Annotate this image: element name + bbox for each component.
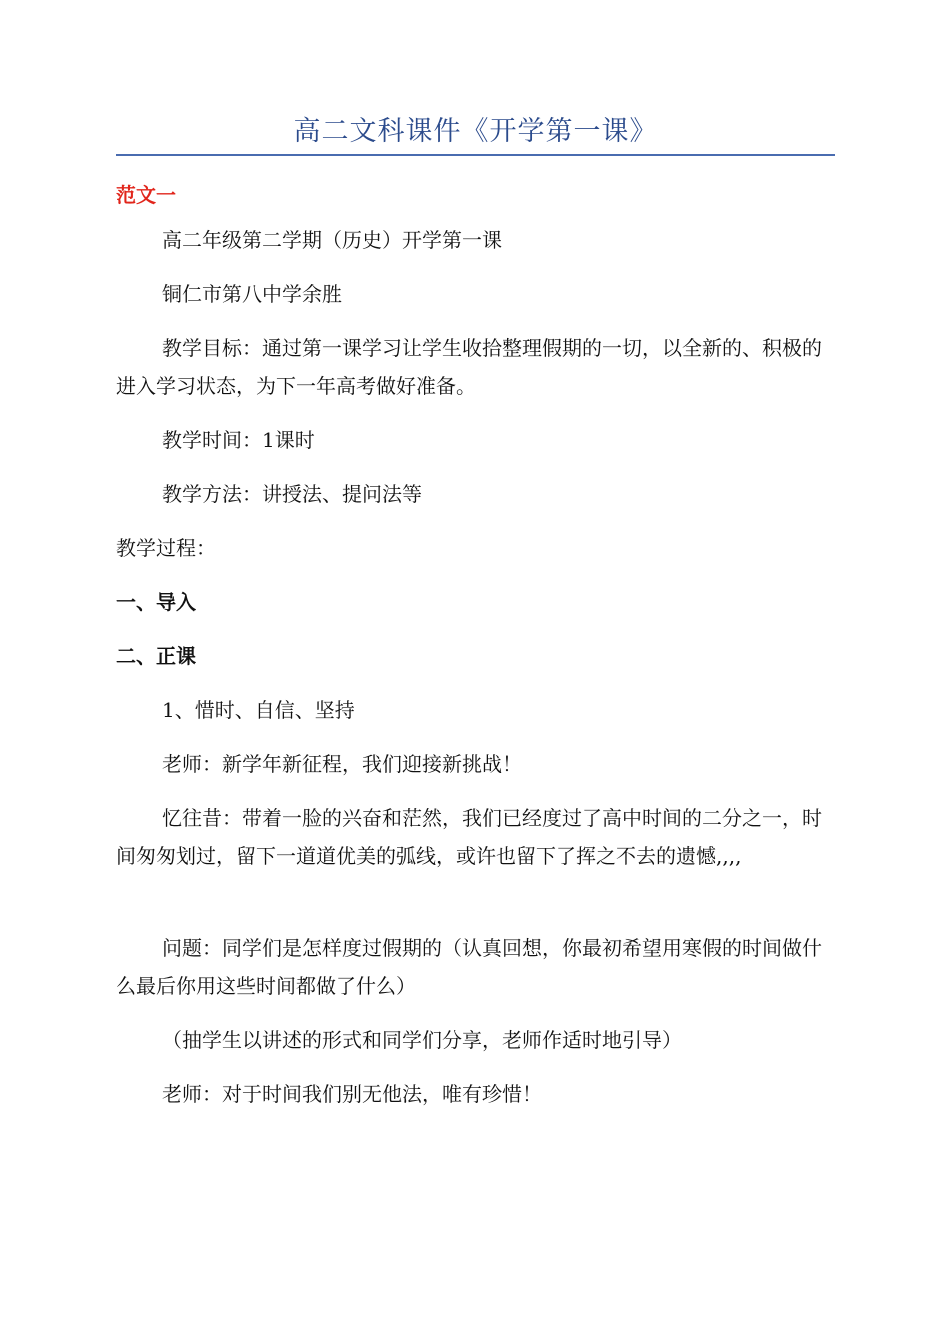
paragraph-teaching-process: 教学过程：: [116, 536, 216, 560]
section-heading: 范文一: [116, 183, 176, 207]
paragraph-recall: 忆往昔：带着一脸的兴奋和茫然，我们已经度过了高中时间的二分之一，时间匆匆划过，留下一道道优美的弧线，或许也留下了挥之不去的遗憾,,,,: [116, 806, 822, 868]
paragraph-teacher-2: 老师：对于时间我们别无他法，唯有珍惜！: [162, 1082, 542, 1106]
paragraph-teaching-goal: 教学目标：通过第一课学习让学生收拾整理假期的一切，以全新的、积极的进入学习状态，为下一年高考做好准备。: [116, 336, 822, 398]
document-title: 高二文科课件《开学第一课》: [293, 116, 658, 147]
paragraph-point-1: 1、惜时、自信、坚持: [162, 698, 355, 722]
heading-introduction: 一、导入: [116, 590, 196, 614]
paragraph-course-title: 高二年级第二学期（历史）开学第一课: [162, 228, 502, 252]
paragraph-question: 问题：同学们是怎样度过假期的（认真回想，你最初希望用寒假的时间做什么最后你用这些时间都做了什么）: [116, 936, 822, 998]
title-underline: [116, 154, 835, 156]
paragraph-activity: （抽学生以讲述的形式和同学们分享，老师作适时地引导）: [162, 1028, 682, 1052]
paragraph-author: 铜仁市第八中学余胜: [162, 282, 342, 306]
paragraph-teaching-method: 教学方法：讲授法、提问法等: [162, 482, 422, 506]
heading-main-lesson: 二、正课: [116, 644, 196, 668]
paragraph-teacher-1: 老师：新学年新征程，我们迎接新挑战！: [162, 752, 522, 776]
paragraph-teaching-time: 教学时间：1课时: [162, 428, 315, 452]
